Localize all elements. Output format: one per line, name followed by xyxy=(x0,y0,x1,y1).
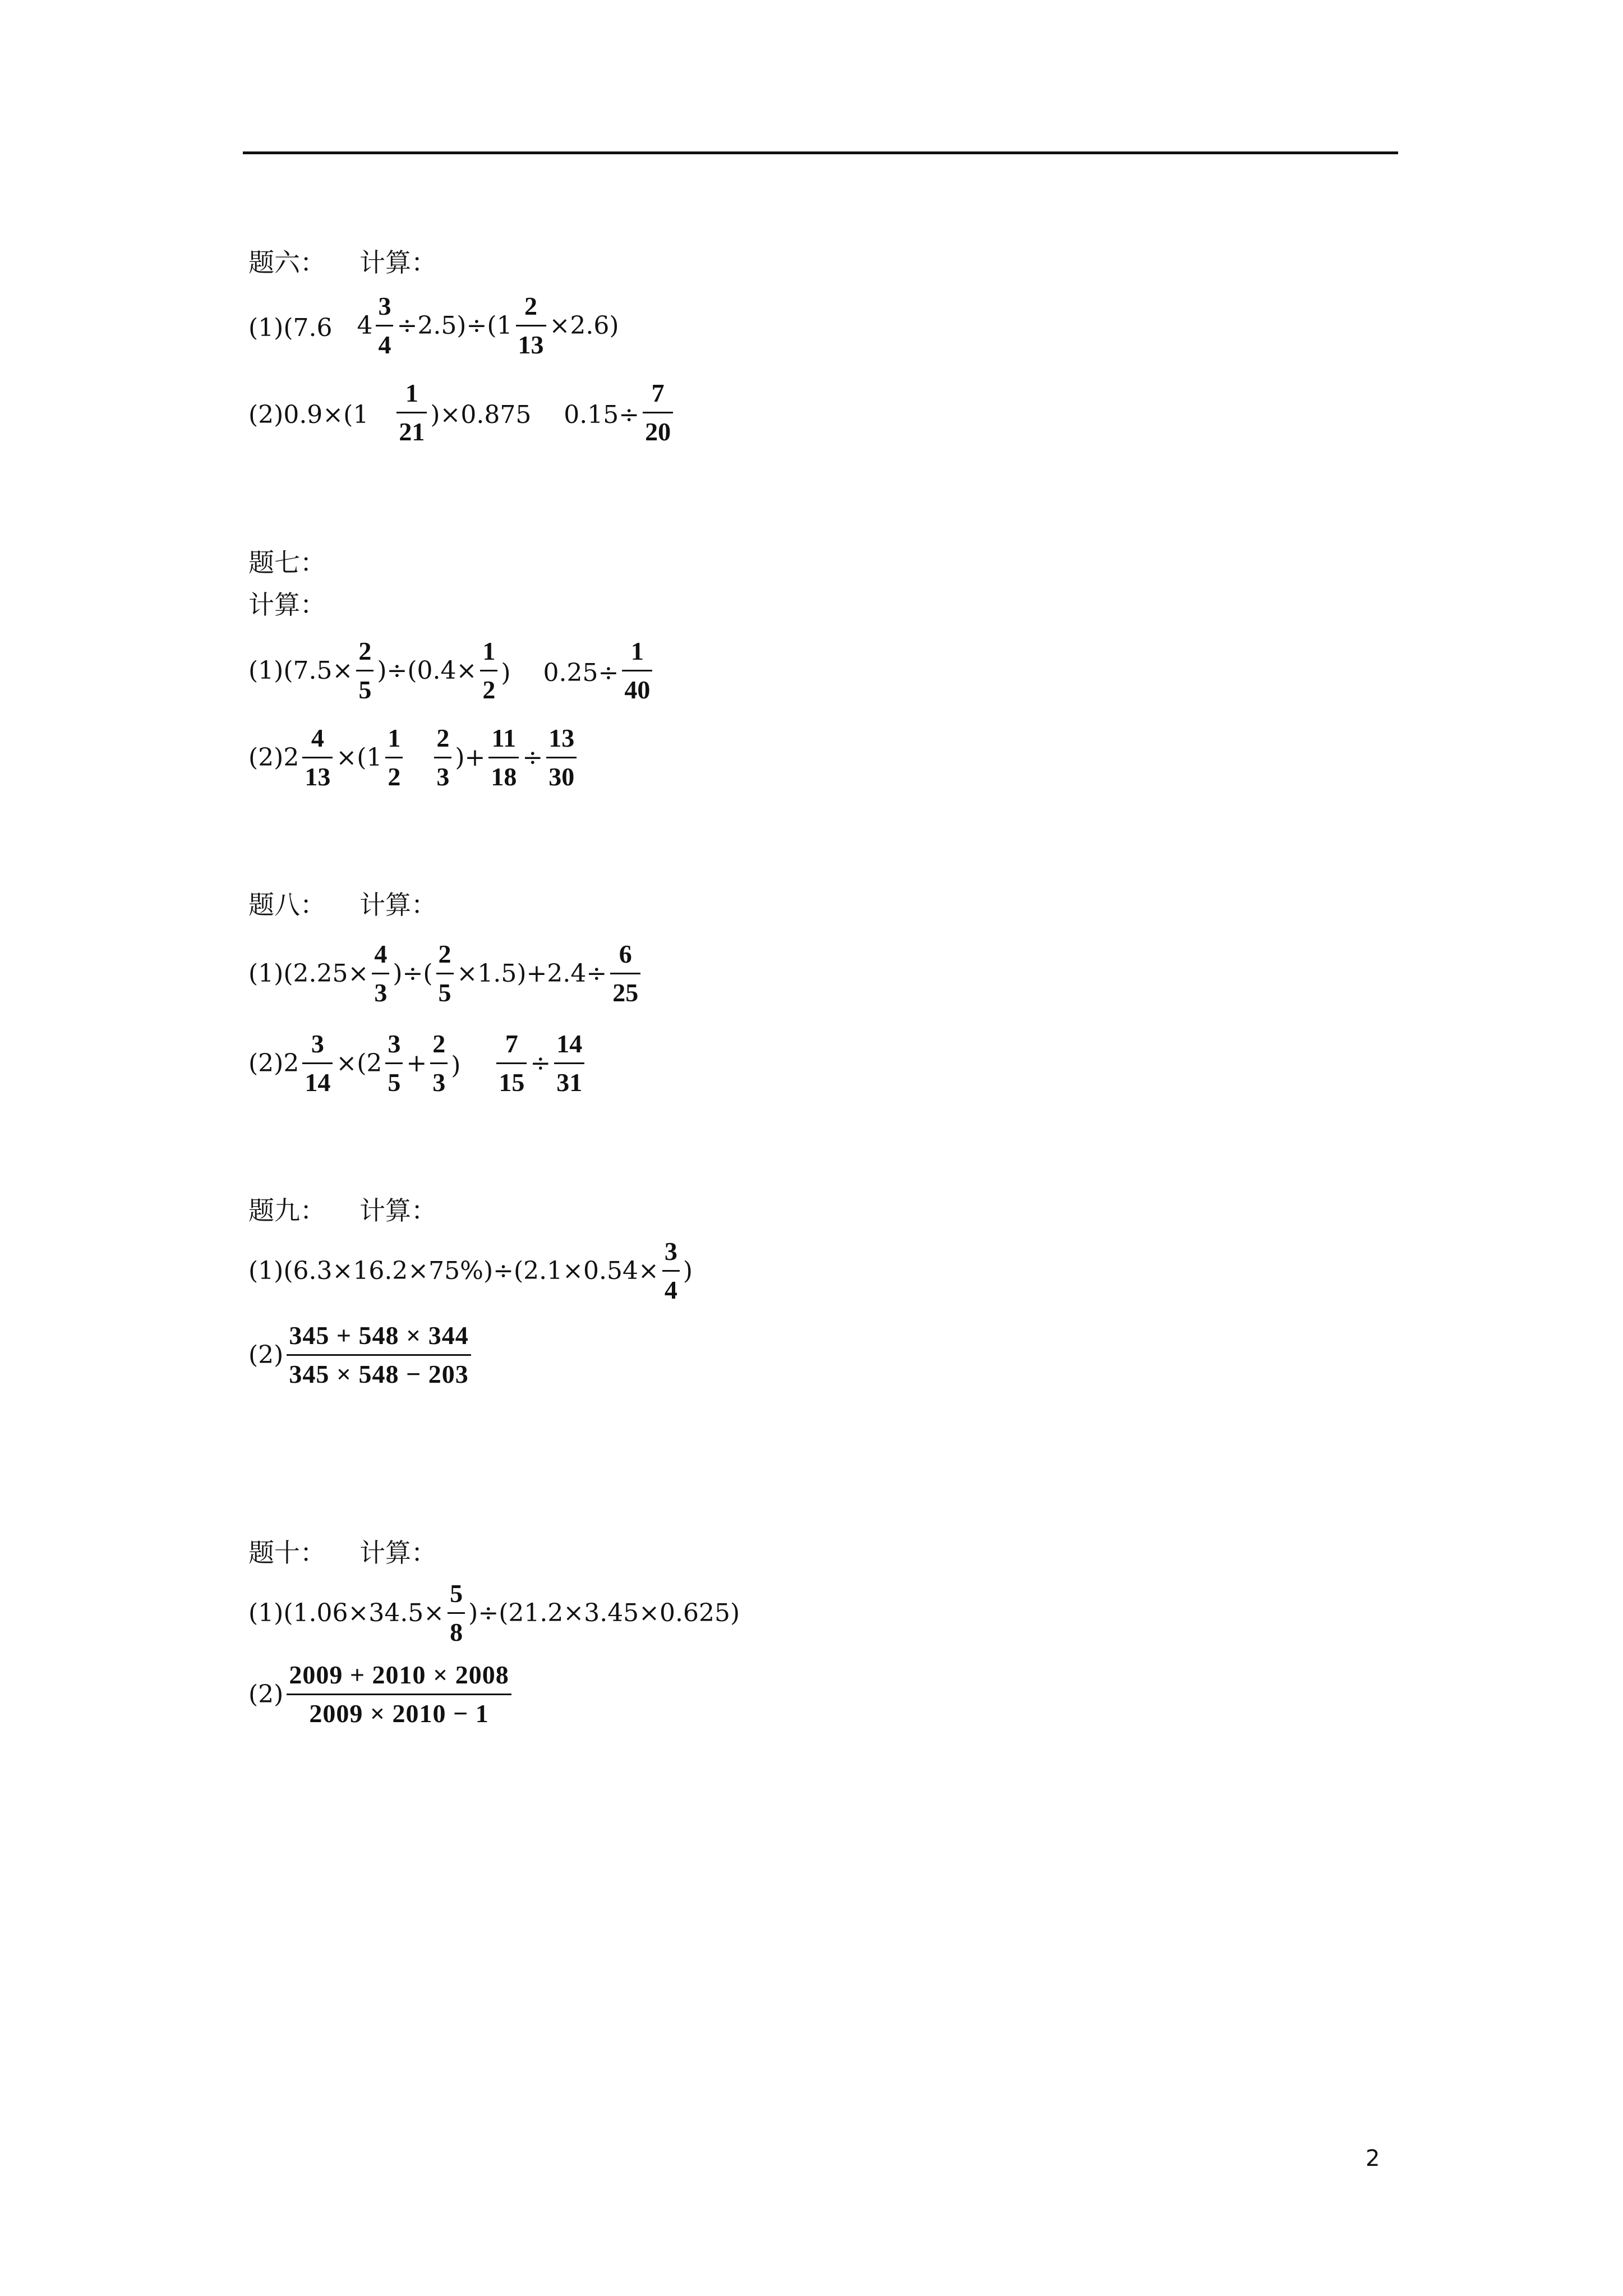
q6-part1 xyxy=(248,278,619,373)
q6-p1-frac1: $\frac{3}{4}$ xyxy=(376,291,393,360)
q7-label: 计算： xyxy=(248,590,326,620)
q8-p1-text-c: ×1.5)+2.4÷ xyxy=(457,959,607,988)
q9-p1-frac1: $\frac{3}{4}$ xyxy=(662,1236,680,1305)
header-rule xyxy=(243,151,1398,154)
q10-p1-frac1: $\frac{5}{8}$ xyxy=(448,1579,465,1648)
q8-p2-frac3: $\frac{2}{3}$ xyxy=(430,1029,448,1098)
q8-part1 xyxy=(248,926,644,1021)
q6-p1-text-a: (1)(7.6 xyxy=(248,314,357,342)
q8-p2-text-c: + xyxy=(406,1048,427,1078)
q8-p2-text-b: ×( xyxy=(336,1048,367,1078)
q9-part1 xyxy=(248,1223,693,1318)
q7-p1-text-c: ) 0.25÷ xyxy=(501,659,619,687)
q8-p2-whole: 2 xyxy=(283,1048,299,1078)
q6-p2-frac2: $\frac{7}{20}$ xyxy=(643,378,673,447)
q6-p2-frac1: $\frac{1}{21}$ xyxy=(396,378,427,447)
q9-title: 题九： xyxy=(248,1195,326,1226)
q7-p2-whole: 2 xyxy=(283,743,299,772)
q8-p1-text-b: )÷( xyxy=(393,959,433,988)
q8-p2-text-a: (2) xyxy=(248,1048,284,1078)
q7-p2-frac1: $\frac{4}{13}$ xyxy=(302,723,333,792)
q7-part2 xyxy=(248,710,580,805)
q6-p1-whole: 4 xyxy=(357,311,373,340)
q9-p2-fraction: $\frac{345 + 548 \times 344}{345 \times 548 - 203}$ xyxy=(287,1320,471,1389)
q10-label: 计算： xyxy=(359,1538,437,1568)
q7-p1-text-a: (1)(7.5× xyxy=(248,656,353,685)
q7-p2-text-c xyxy=(406,739,431,775)
q7-p2-frac3: $\frac{2}{3}$ xyxy=(434,723,451,792)
q6-p2-text-a: (2)0.9×(1 xyxy=(248,401,394,429)
q7-p2-frac4: $\frac{11}{18}$ xyxy=(488,723,519,792)
q6-part2 xyxy=(248,365,676,460)
q10-p2-fraction: $\frac{2009 + 2010 \times 2008}{2009 \times 2010 - 1}$ xyxy=(287,1660,511,1729)
q8-p2-text-e: ÷ xyxy=(530,1048,551,1078)
q10-title: 题十： xyxy=(248,1538,326,1568)
q7-p2-text-d: )+ xyxy=(455,743,486,772)
q8-label: 计算： xyxy=(359,890,437,920)
q9-p1-text-a: (1)(6.3×16.2×75%)÷(2.1×0.54× xyxy=(248,1256,659,1285)
q8-part2 xyxy=(248,1015,588,1111)
q10-p1-text-a: (1)(1.06×34.5× xyxy=(248,1598,445,1627)
q10-heading xyxy=(248,1537,437,1568)
q10-p1-text-b: )÷(21.2×3.45×0.625) xyxy=(468,1598,740,1627)
q10-part2 xyxy=(248,1646,515,1742)
q8-p2-text-d: ) xyxy=(451,1051,494,1080)
q7-p2-text-e: ÷ xyxy=(522,743,543,772)
q9-part2 xyxy=(248,1307,474,1402)
q8-p1-frac2: $\frac{2}{5}$ xyxy=(436,939,454,1008)
q8-p1-frac1: $\frac{4}{3}$ xyxy=(372,939,389,1008)
page-number: 2 xyxy=(1366,2146,1380,2171)
q8-title: 题八： xyxy=(248,890,326,920)
q7-p2-frac2: $\frac{1}{2}$ xyxy=(385,723,403,792)
q8-p2-frac2: $\frac{3}{5}$ xyxy=(385,1029,403,1098)
q9-p1-text-b: ) xyxy=(683,1256,693,1285)
q6-p1-text-c: ×2.6) xyxy=(549,311,619,340)
q8-p2-frac4: $\frac{7}{15}$ xyxy=(496,1029,527,1098)
q7-p1-frac3: $\frac{1}{40}$ xyxy=(622,636,652,705)
q8-heading xyxy=(248,889,437,921)
q6-p1-frac2: $\frac{2}{13}$ xyxy=(516,291,546,360)
q7-p2-frac5: $\frac{13}{30}$ xyxy=(546,723,577,792)
q6-heading xyxy=(248,247,437,278)
q9-heading xyxy=(248,1195,437,1226)
q6-p1-text-b: ÷2.5)÷(1 xyxy=(396,311,513,340)
q6-label: 计算： xyxy=(359,247,437,278)
q10-p2-text-a: (2) xyxy=(248,1680,284,1709)
q8-p1-frac3: $\frac{6}{25}$ xyxy=(610,939,640,1008)
q8-p2-whole2: 2 xyxy=(366,1048,382,1078)
q8-p1-text-a: (1)(2.25× xyxy=(248,959,369,988)
q7-p1-frac2: $\frac{1}{2}$ xyxy=(480,636,497,705)
q9-p2-text-a: (2) xyxy=(248,1340,284,1369)
q7-p1-text-b: )÷(0.4× xyxy=(377,656,477,685)
q9-label: 计算： xyxy=(359,1195,437,1226)
q7-p2-text-b: ×(1 xyxy=(336,743,382,772)
q6-p2-text-b: )×0.875 0.15÷ xyxy=(430,401,640,429)
q6-title: 题六： xyxy=(248,247,326,278)
q8-p2-frac1: $\frac{3}{14}$ xyxy=(302,1029,333,1098)
q8-p2-frac5: $\frac{14}{31}$ xyxy=(554,1029,584,1098)
q7-part1 xyxy=(248,623,656,718)
q7-title: 题七： xyxy=(248,547,326,578)
q7-p2-text-a: (2) xyxy=(248,743,284,772)
q7-p1-frac1: $\frac{2}{5}$ xyxy=(356,636,374,705)
